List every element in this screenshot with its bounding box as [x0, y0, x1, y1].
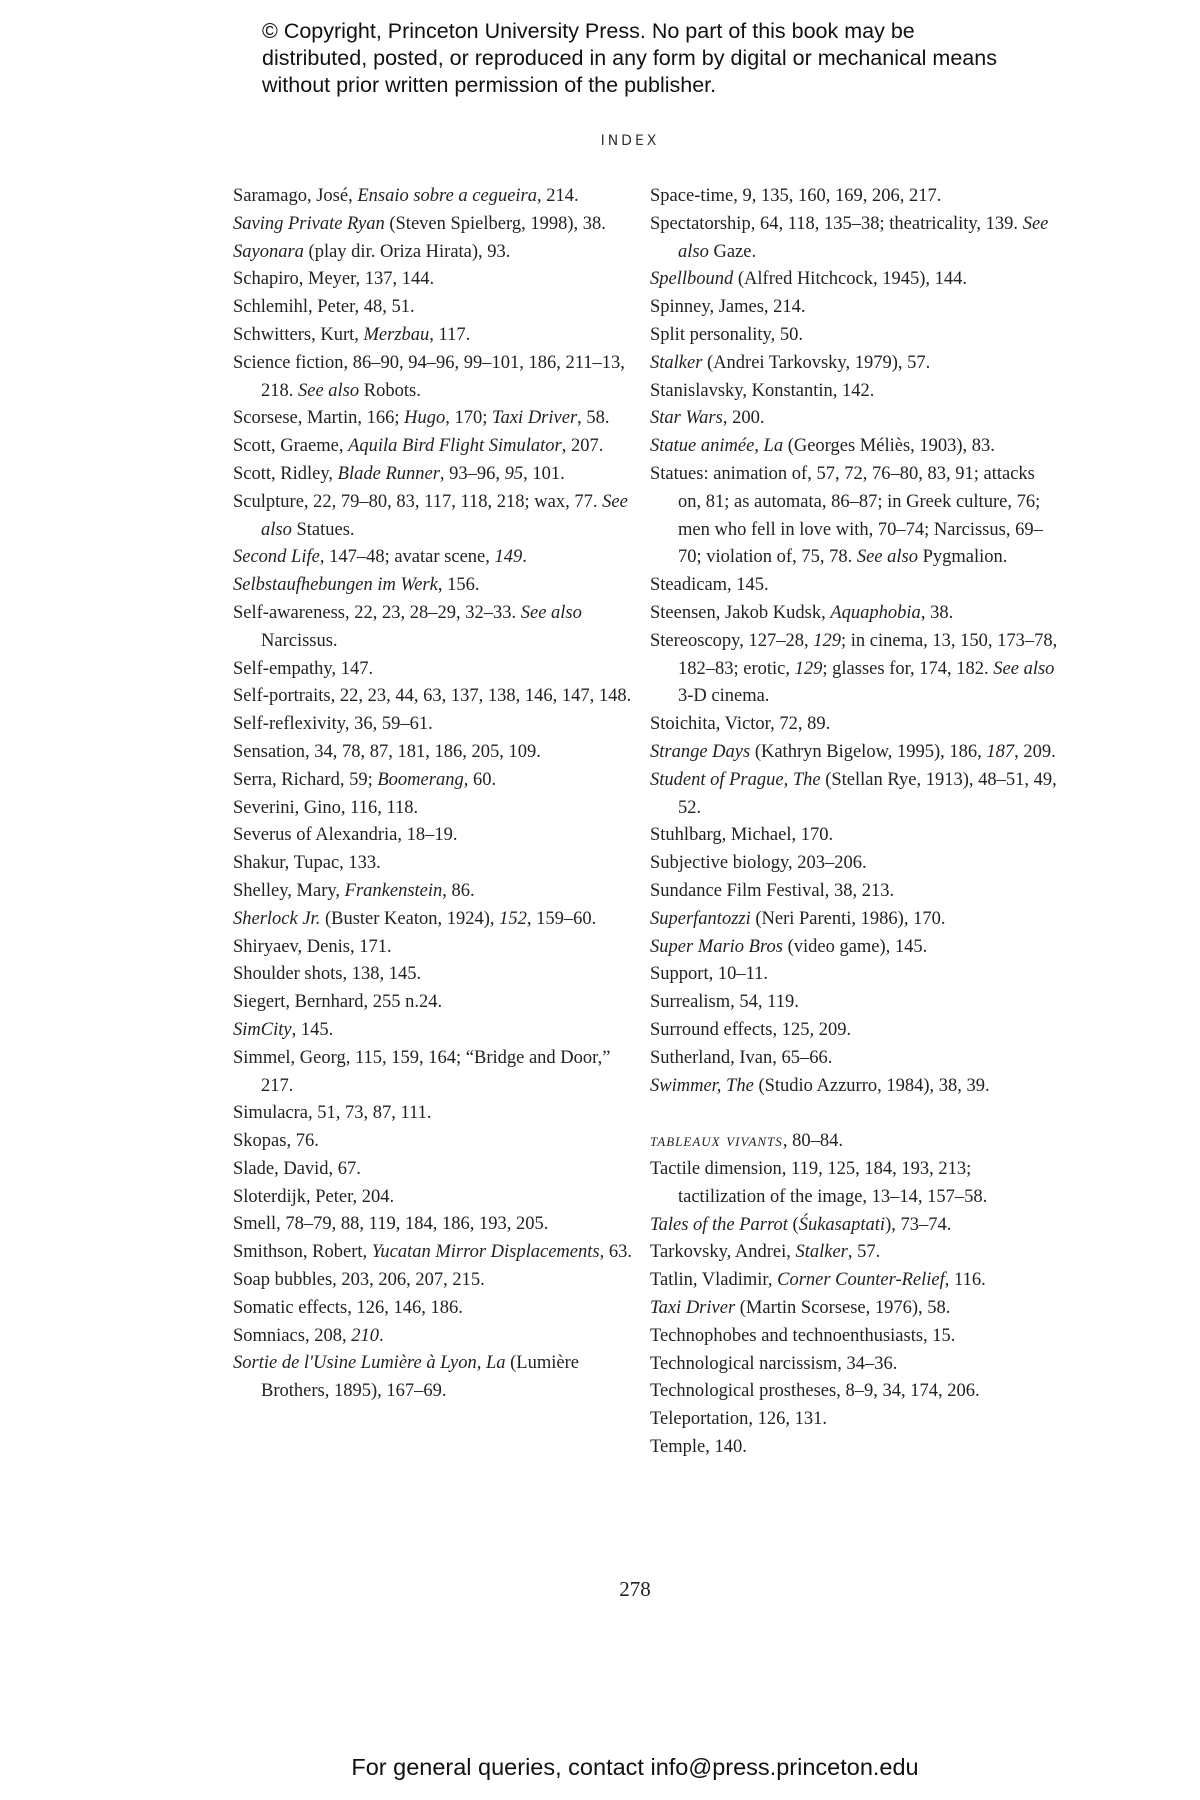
index-column-right: [650, 183, 1060, 1462]
index-entry: Star Wars, 200.: [650, 408, 765, 429]
index-column-left: [233, 183, 633, 1406]
index-entry: Swimmer, The (Studio Azzurro, 1984), 38, 39.: [650, 1075, 990, 1096]
index-entry: Simulacra, 51, 73, 87, 111.: [233, 1103, 432, 1124]
index-entry: Teleportation, 126, 131.: [650, 1409, 827, 1430]
index-entry: Steadicam, 145.: [650, 575, 769, 596]
running-head: INDEX: [600, 133, 660, 149]
index-entry: Stereoscopy, 127–28, 129; in cinema, 13, 150, 173–78, 182–83; erotic, 129; glasses for, 174, 182. See also 3-D cinema.: [650, 630, 1058, 707]
index-entry: Technological prostheses, 8–9, 34, 174, 206.: [650, 1381, 980, 1402]
index-entry: Sculpture, 22, 79–80, 83, 117, 118, 218; wax, 77. See also Statues.: [233, 491, 628, 540]
index-entry: Technophobes and technoenthusiasts, 15.: [650, 1325, 956, 1346]
index-entry: Sutherland, Ivan, 65–66.: [650, 1047, 833, 1068]
index-entry: Tarkovsky, Andrei, Stalker, 57.: [650, 1242, 881, 1263]
index-entry: Stalker (Andrei Tarkovsky, 1979), 57.: [650, 352, 931, 373]
index-entry: Spinney, James, 214.: [650, 297, 806, 318]
index-entry: Spellbound (Alfred Hitchcock, 1945), 144.: [650, 269, 968, 290]
index-entry: Soap bubbles, 203, 206, 207, 215.: [233, 1270, 485, 1291]
index-entry: Subjective biology, 203–206.: [650, 853, 867, 874]
index-entry: Sundance Film Festival, 38, 213.: [650, 880, 895, 901]
index-entry: Self-reflexivity, 36, 59–61.: [233, 714, 433, 735]
index-entry: Slade, David, 67.: [233, 1158, 361, 1179]
index-entry: Support, 10–11.: [650, 964, 769, 985]
footer-contact: For general queries, contact info@press.princeton.edu: [351, 1754, 919, 1780]
index-entry: Shoulder shots, 138, 145.: [233, 964, 422, 985]
index-entry: Sortie de l'Usine Lumière à Lyon, La (Lumière Brothers, 1895), 167–69.: [233, 1353, 579, 1402]
index-entry: Self-empathy, 147.: [233, 658, 374, 679]
index-entry: Selbstaufhebungen im Werk, 156.: [233, 575, 480, 596]
index-entry: Smithson, Robert, Yucatan Mirror Displacements, 63.: [233, 1242, 632, 1263]
index-entry: Scott, Graeme, Aquila Bird Flight Simulator, 207.: [233, 436, 604, 457]
index-entry: Space-time, 9, 135, 160, 169, 206, 217.: [650, 186, 942, 206]
index-entry: Scorsese, Martin, 166; Hugo, 170; Taxi Driver, 58.: [233, 408, 610, 429]
index-entry: Scott, Ridley, Blade Runner, 93–96, 95, 101.: [233, 463, 565, 484]
index-entry: Smell, 78–79, 88, 119, 184, 186, 193, 205.: [233, 1214, 549, 1235]
page-number: 278: [619, 1577, 651, 1601]
index-entry: Tactile dimension, 119, 125, 184, 193, 213; tactilization of the image, 13–14, 157–58.: [650, 1159, 988, 1207]
index-entry: Student of Prague, The (Stellan Rye, 1913), 48–51, 49, 52.: [650, 769, 1057, 818]
index-entry: Self-portraits, 22, 23, 44, 63, 137, 138, 146, 147, 148.: [233, 686, 632, 707]
index-entry: Shakur, Tupac, 133.: [233, 853, 381, 874]
index-entry: Severini, Gino, 116, 118.: [233, 797, 419, 818]
index-entry: Severus of Alexandria, 18–19.: [233, 825, 458, 846]
index-entry: Shelley, Mary, Frankenstein, 86.: [233, 880, 475, 901]
index-entry: Tatlin, Vladimir, Corner Counter-Relief, 116.: [650, 1270, 986, 1291]
letter-gap: [650, 1100, 1060, 1128]
index-entry: Technological narcissism, 34–36.: [650, 1353, 898, 1374]
index-entry: Serra, Richard, 59; Boomerang, 60.: [233, 769, 497, 790]
index-entry: Schapiro, Meyer, 137, 144.: [233, 269, 435, 290]
index-entry: Sloterdijk, Peter, 204.: [233, 1186, 395, 1207]
index-entry: Sensation, 34, 78, 87, 181, 186, 205, 109.: [233, 741, 541, 762]
index-entry: Somniacs, 208, 210.: [233, 1325, 384, 1346]
index-entry: Saving Private Ryan (Steven Spielberg, 1998), 38.: [233, 213, 606, 234]
index-entry: Steensen, Jakob Kudsk, Aquaphobia, 38.: [650, 602, 954, 623]
index-entry: Saramago, José, Ensaio sobre a cegueira, 214.: [233, 186, 579, 206]
index-entry: Super Mario Bros (video game), 145.: [650, 936, 928, 957]
index-entry: Sayonara (play dir. Oriza Hirata), 93.: [233, 241, 511, 262]
index-entry: Second Life, 147–48; avatar scene, 149.: [233, 547, 527, 568]
copyright-notice: © Copyright, Princeton University Press. No part of this book may be distributed, posted, or reproduced in any form by digital or mechanical means without prior written permission of the publisher.: [262, 19, 997, 97]
index-entry: Tales of the Parrot (Śukasaptati), 73–74.: [650, 1214, 952, 1235]
index-entry: SimCity, 145.: [233, 1019, 334, 1040]
index-entry: Taxi Driver (Martin Scorsese, 1976), 58.: [650, 1298, 951, 1319]
index-entry: Spectatorship, 64, 118, 135–38; theatricality, 139. See also Gaze.: [650, 213, 1049, 262]
index-entry: Stoichita, Victor, 72, 89.: [650, 714, 831, 735]
index-entry: Simmel, Georg, 115, 159, 164; “Bridge and Door,” 217.: [233, 1047, 611, 1096]
index-entry: tableaux vivants, 80–84.: [650, 1131, 843, 1152]
index-entry: Siegert, Bernhard, 255 n.24.: [233, 992, 443, 1013]
index-entry: Schwitters, Kurt, Merzbau, 117.: [233, 324, 471, 345]
index-entry: Split personality, 50.: [650, 324, 803, 345]
index-entry: Shiryaev, Denis, 171.: [233, 936, 392, 957]
index-entry: Strange Days (Kathryn Bigelow, 1995), 186, 187, 209.: [650, 741, 1056, 762]
index-entry: Skopas, 76.: [233, 1131, 319, 1152]
index-entry: Self-awareness, 22, 23, 28–29, 32–33. See also Narcissus.: [233, 602, 582, 651]
index-entry: Surrealism, 54, 119.: [650, 992, 799, 1013]
index-entry: Somatic effects, 126, 146, 186.: [233, 1297, 463, 1318]
index-entry: Science fiction, 86–90, 94–96, 99–101, 186, 211–13, 218. See also Robots.: [233, 352, 625, 401]
index-entry: Superfantozzi (Neri Parenti, 1986), 170.: [650, 908, 946, 929]
index-entry: Statues: animation of, 57, 72, 76–80, 83, 91; attacks on, 81; as automata, 86–87; in Greek culture, 76; men who fell in love with, 70–74; Narcissus, 69–70; violation of, 75, 78. See also Pygmalion.: [650, 463, 1043, 568]
index-entry: Sherlock Jr. (Buster Keaton, 1924), 152, 159–60.: [233, 908, 597, 929]
index-entry: Surround effects, 125, 209.: [650, 1019, 852, 1040]
index-entry: Stuhlbarg, Michael, 170.: [650, 825, 834, 846]
index-entry: Temple, 140.: [650, 1437, 747, 1458]
index-entry: Schlemihl, Peter, 48, 51.: [233, 297, 415, 318]
index-entry: Stanislavsky, Konstantin, 142.: [650, 380, 875, 401]
index-entry: Statue animée, La (Georges Méliès, 1903), 83.: [650, 436, 995, 457]
